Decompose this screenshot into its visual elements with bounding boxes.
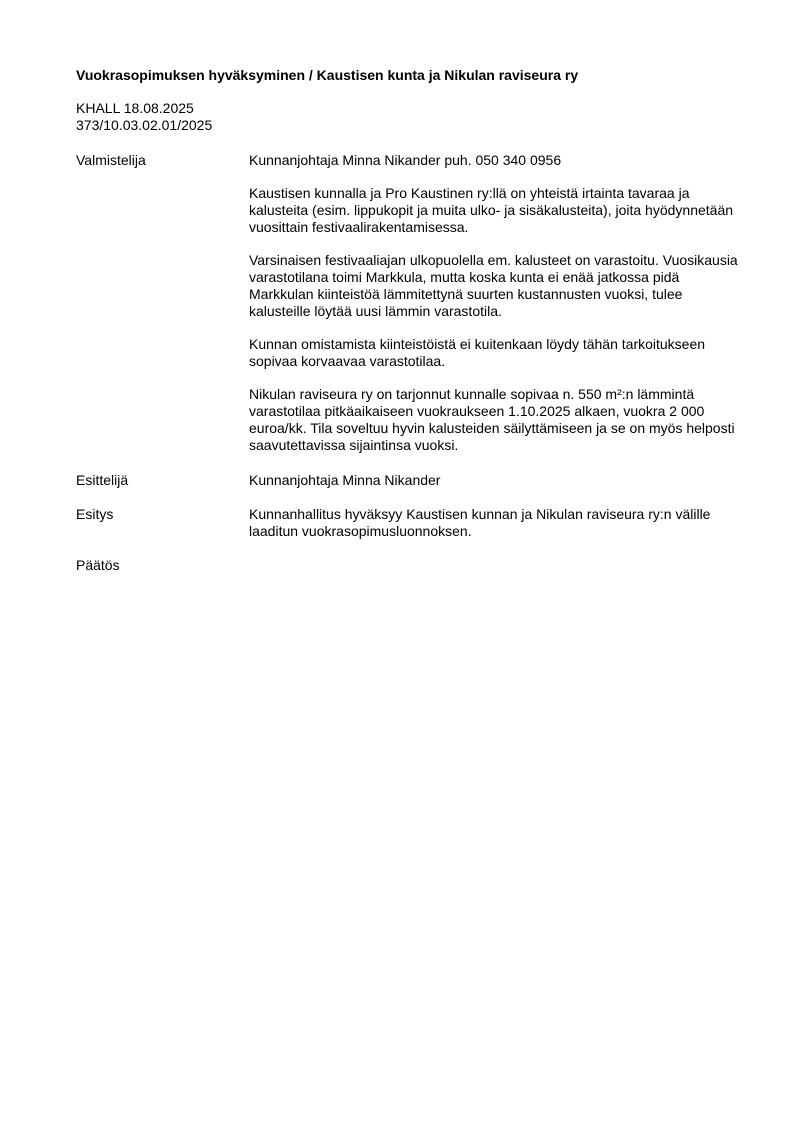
body-paragraph: Varsinaisen festivaaliajan ulkopuolella em. kalusteet on varastoitu. Vuosikausia varastotilana toimi Markkula, mutta koska kunta ei enää jatkossa pidä Markkulan kiinteistöä lämmitettynä suurten kustannusten vuoksi, tulee kalusteille löytää uusi lämmin varastotila. [249,252,738,319]
section-content-esittelija: Kunnanjohtaja Minna Nikander [249,472,441,488]
body-paragraph: Kunnan omistamista kiinteistöistä ei kuitenkaan löydy tähän tarkoitukseen sopivaa korvaavaa varastotilaa. [249,336,706,369]
section-content-esitys: Kunnanhallitus hyväksyy Kaustisen kunnan ja Nikulan raviseura ry:n välille laaditun vuokrasopimusluonnoksen. [249,506,711,539]
preparer-line: Kunnanjohtaja Minna Nikander puh. 050 340 0956 [249,152,562,168]
reference-block [76,100,212,134]
section-content-valmistelija [249,152,739,454]
case-number: 373/10.03.02.01/2025 [76,117,213,133]
body-paragraph: Nikulan raviseura ry on tarjonnut kunnalle sopivaa n. 550 m²:n lämmintä varastotilaa pitkäaikaiseen vuokraukseen 1.10.2025 alkaen, vuokra 2 000 euroa/kk. Tila soveltuu hyvin kalusteiden säilyttämiseen ja se on myös helposti saavutettavissa sijaintinsa vuoksi. [249,386,735,453]
section-label-paatos: Päätös [76,557,120,573]
section-label-valmistelija: Valmistelija [76,152,146,168]
section-label-esitys: Esitys [76,506,114,522]
document-title: Vuokrasopimuksen hyväksyminen / Kaustisen kunta ja Nikulan raviseura ry [76,67,579,83]
body-paragraph: Kaustisen kunnalla ja Pro Kaustinen ry:llä on yhteistä irtainta tavaraa ja kalusteita (esim. lippukopit ja muita ulko- ja sisäkalusteita), joita hyödynnetään vuosittain festivaalirakentamisessa. [249,185,734,235]
meeting-reference: KHALL 18.08.2025 [76,100,194,116]
section-label-esittelija: Esittelijä [76,472,129,488]
